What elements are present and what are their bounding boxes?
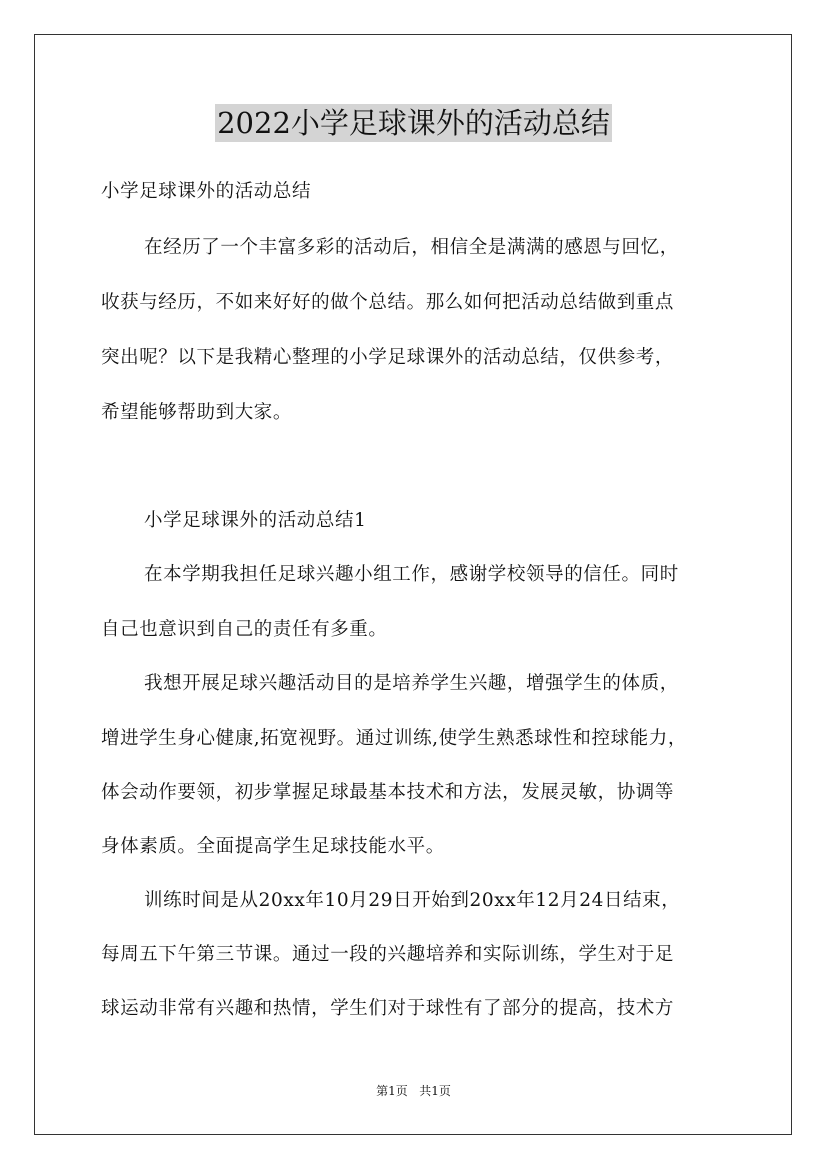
paragraph-line: 在本学期我担任足球兴趣小组工作，感谢学校领导的信任。同时	[144, 564, 679, 585]
paragraph-line: 自己也意识到自己的责任有多重。	[101, 619, 388, 640]
paragraph-line: 在经历了一个丰富多彩的活动后，相信全是满满的感恩与回忆，	[144, 237, 679, 258]
document-title	[0, 102, 827, 144]
document-title-text: 2022小学足球课外的活动总结	[217, 106, 610, 140]
paragraph-line: 球运动非常有兴趣和热情，学生们对于球性有了部分的提高，技术方	[101, 998, 675, 1019]
paragraph-line: 身体素质。全面提高学生足球技能水平。	[101, 836, 445, 857]
paragraph-line: 我想开展足球兴趣活动目的是培养学生兴趣，增强学生的体质，	[144, 673, 679, 694]
page-footer	[0, 1083, 827, 1099]
paragraph-line: 每周五下午第三节课。通过一段的兴趣培养和实际训练，学生对于足	[101, 944, 675, 965]
paragraph-line: 突出呢？以下是我精心整理的小学足球课外的活动总结，仅供参考，	[101, 347, 675, 368]
section-heading: 小学足球课外的活动总结1	[144, 510, 367, 531]
paragraph-line: 希望能够帮助到大家。	[101, 402, 293, 423]
subtitle-line: 小学足球课外的活动总结	[101, 181, 312, 202]
paragraph-line: 收获与经历，不如来好好的做个总结。那么如何把活动总结做到重点	[101, 292, 675, 313]
page-total: 共1页	[419, 1084, 451, 1098]
paragraph-line: 训练时间是从20xx年10月29日开始到20xx年12月24日结束，	[144, 890, 681, 911]
paragraph-line: 增进学生身心健康,拓宽视野。通过训练,使学生熟悉球性和控球能力，	[101, 728, 687, 749]
paragraph-line: 体会动作要领，初步掌握足球最基本技术和方法，发展灵敏，协调等	[101, 782, 675, 803]
page-number: 第1页	[376, 1084, 408, 1098]
